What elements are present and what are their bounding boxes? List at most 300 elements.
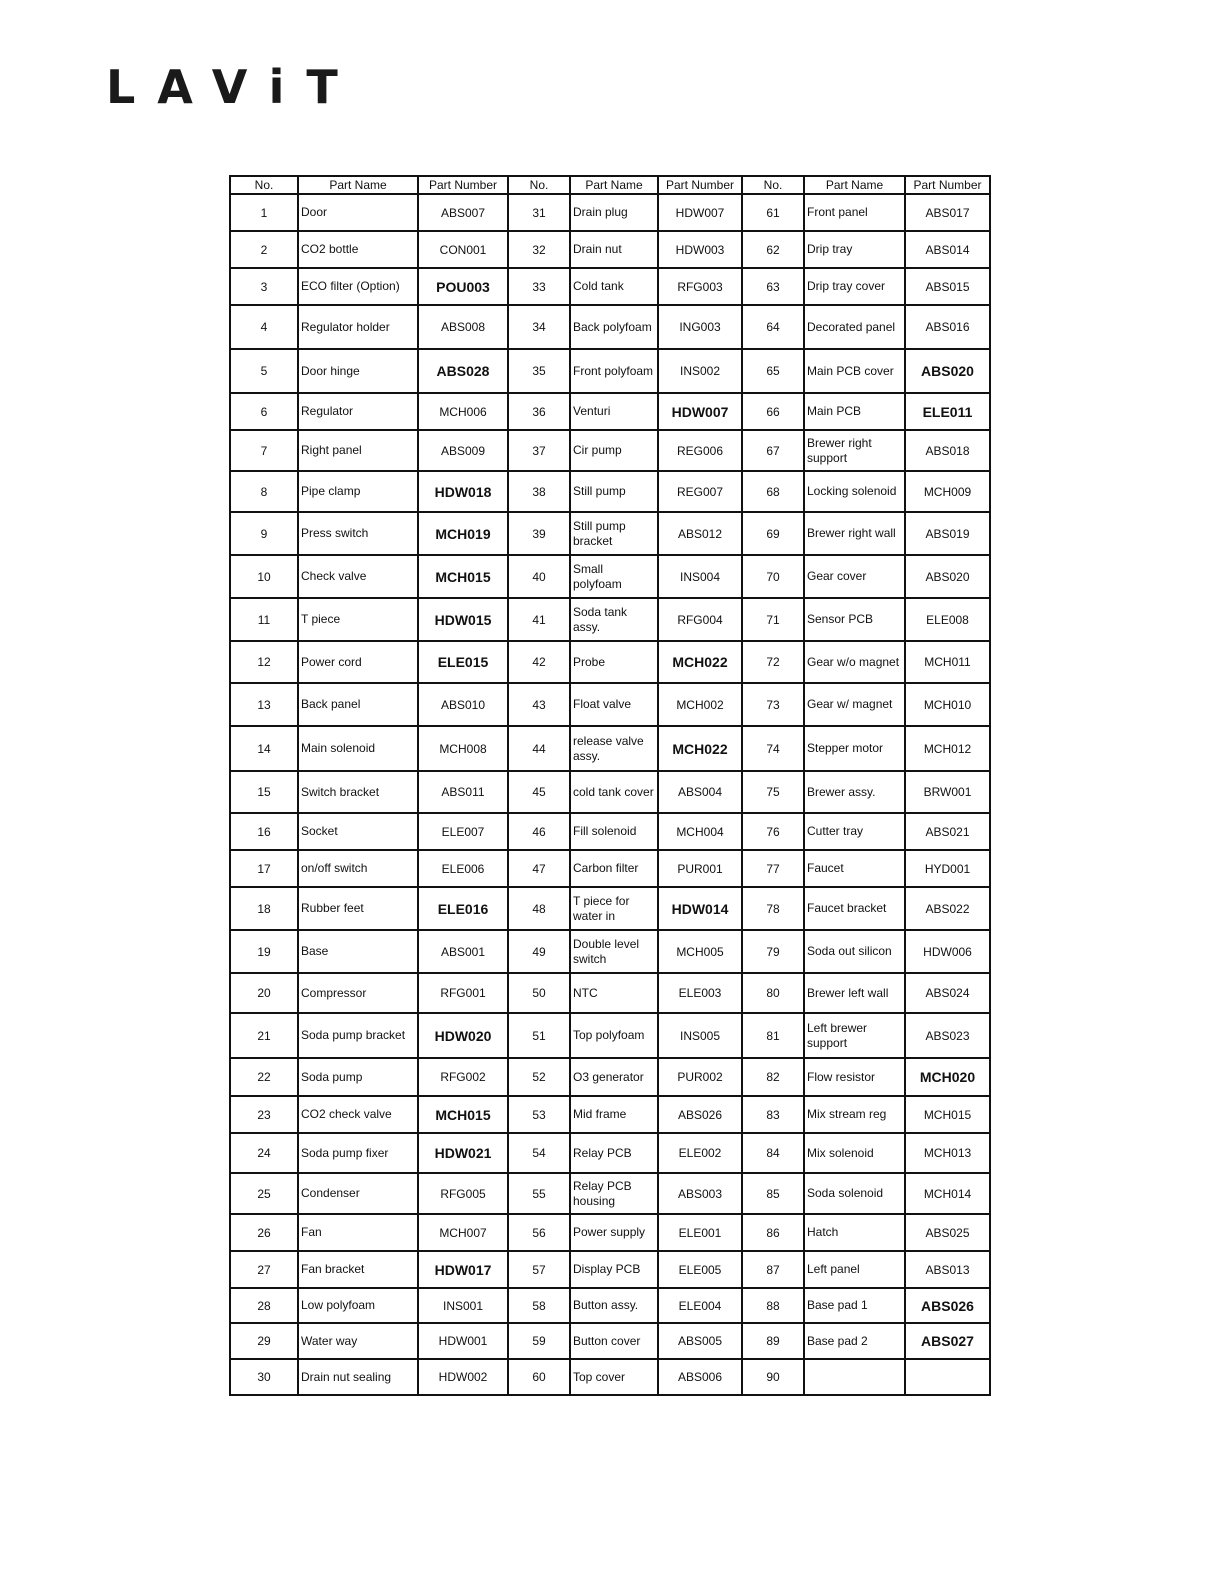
cell-no: 11 bbox=[230, 598, 298, 641]
cell-no: 84 bbox=[742, 1133, 804, 1173]
cell-part-name: CO2 bottle bbox=[298, 231, 418, 268]
header-no: No. bbox=[230, 176, 298, 194]
cell-part-name: Drip tray cover bbox=[804, 268, 905, 305]
table-row bbox=[230, 598, 990, 641]
cell-part-number: ABS018 bbox=[905, 430, 990, 471]
cell-part-name: Mix solenoid bbox=[804, 1133, 905, 1173]
cell-part-number: MCH010 bbox=[905, 683, 990, 726]
cell-no: 86 bbox=[742, 1214, 804, 1251]
table-row bbox=[230, 683, 990, 726]
cell-part-number: HDW007 bbox=[658, 393, 742, 430]
cell-part-name: Brewer right wall bbox=[804, 512, 905, 555]
cell-no: 29 bbox=[230, 1323, 298, 1359]
cell-no: 54 bbox=[508, 1133, 570, 1173]
cell-part-name: Drain nut sealing bbox=[298, 1359, 418, 1395]
cell-part-name: Left brewer support bbox=[804, 1013, 905, 1058]
cell-no: 20 bbox=[230, 973, 298, 1013]
cell-part-name: Right panel bbox=[298, 430, 418, 471]
cell-part-number: ABS025 bbox=[905, 1214, 990, 1251]
cell-no: 34 bbox=[508, 305, 570, 349]
cell-part-number: MCH015 bbox=[418, 555, 508, 598]
cell-part-number: ABS020 bbox=[905, 555, 990, 598]
cell-part-number: HDW020 bbox=[418, 1013, 508, 1058]
cell-part-name: Brewer right support bbox=[804, 430, 905, 471]
cell-no: 8 bbox=[230, 471, 298, 512]
cell-part-number: ABS006 bbox=[658, 1359, 742, 1395]
cell-part-number: ABS016 bbox=[905, 305, 990, 349]
cell-no: 1 bbox=[230, 194, 298, 231]
cell-part-number: MCH011 bbox=[905, 641, 990, 683]
cell-no: 45 bbox=[508, 771, 570, 813]
cell-no: 12 bbox=[230, 641, 298, 683]
table-row bbox=[230, 641, 990, 683]
cell-no: 72 bbox=[742, 641, 804, 683]
cell-no: 65 bbox=[742, 349, 804, 393]
cell-part-name: Stepper motor bbox=[804, 726, 905, 771]
cell-part-number: MCH015 bbox=[905, 1096, 990, 1133]
cell-no: 42 bbox=[508, 641, 570, 683]
cell-part-name: Top cover bbox=[570, 1359, 658, 1395]
parts-table-body bbox=[230, 194, 990, 1395]
cell-part-name: Regulator holder bbox=[298, 305, 418, 349]
table-row bbox=[230, 1173, 990, 1214]
cell-part-number: HDW001 bbox=[418, 1323, 508, 1359]
cell-part-name: Base pad 2 bbox=[804, 1323, 905, 1359]
cell-part-name: Fan bracket bbox=[298, 1251, 418, 1288]
cell-no: 85 bbox=[742, 1173, 804, 1214]
cell-part-number: RFG004 bbox=[658, 598, 742, 641]
cell-no: 19 bbox=[230, 930, 298, 973]
cell-part-name: Condenser bbox=[298, 1173, 418, 1214]
cell-no: 27 bbox=[230, 1251, 298, 1288]
cell-part-name: Pipe clamp bbox=[298, 471, 418, 512]
cell-no: 53 bbox=[508, 1096, 570, 1133]
cell-part-number: MCH006 bbox=[418, 393, 508, 430]
cell-part-name: ECO filter (Option) bbox=[298, 268, 418, 305]
table-row bbox=[230, 1096, 990, 1133]
cell-part-number: ABS007 bbox=[418, 194, 508, 231]
cell-no: 22 bbox=[230, 1058, 298, 1096]
cell-part-name: Flow resistor bbox=[804, 1058, 905, 1096]
cell-part-name: Fill solenoid bbox=[570, 813, 658, 850]
cell-part-name: Door hinge bbox=[298, 349, 418, 393]
cell-part-name: Regulator bbox=[298, 393, 418, 430]
cell-no: 3 bbox=[230, 268, 298, 305]
cell-part-number: ABS023 bbox=[905, 1013, 990, 1058]
cell-no: 28 bbox=[230, 1288, 298, 1323]
cell-part-number: CON001 bbox=[418, 231, 508, 268]
cell-no: 77 bbox=[742, 850, 804, 887]
cell-no: 2 bbox=[230, 231, 298, 268]
cell-no: 37 bbox=[508, 430, 570, 471]
cell-part-number bbox=[905, 1359, 990, 1395]
cell-part-number: ABS012 bbox=[658, 512, 742, 555]
cell-no: 4 bbox=[230, 305, 298, 349]
table-row bbox=[230, 430, 990, 471]
cell-no: 46 bbox=[508, 813, 570, 850]
cell-part-number: INS004 bbox=[658, 555, 742, 598]
cell-part-name: CO2 check valve bbox=[298, 1096, 418, 1133]
cell-no: 58 bbox=[508, 1288, 570, 1323]
table-row bbox=[230, 1133, 990, 1173]
cell-part-number: ING003 bbox=[658, 305, 742, 349]
cell-part-number: ABS009 bbox=[418, 430, 508, 471]
cell-part-number: MCH022 bbox=[658, 726, 742, 771]
cell-no: 59 bbox=[508, 1323, 570, 1359]
cell-part-name: Power cord bbox=[298, 641, 418, 683]
cell-part-number: HDW006 bbox=[905, 930, 990, 973]
cell-part-name: Brewer assy. bbox=[804, 771, 905, 813]
cell-no: 16 bbox=[230, 813, 298, 850]
cell-part-number: MCH022 bbox=[658, 641, 742, 683]
cell-no: 88 bbox=[742, 1288, 804, 1323]
table-row bbox=[230, 1359, 990, 1395]
cell-no: 31 bbox=[508, 194, 570, 231]
cell-part-number: ABS028 bbox=[418, 349, 508, 393]
cell-part-name: Locking solenoid bbox=[804, 471, 905, 512]
cell-no: 81 bbox=[742, 1013, 804, 1058]
cell-part-name: Soda pump bbox=[298, 1058, 418, 1096]
cell-no: 10 bbox=[230, 555, 298, 598]
cell-part-name: Sensor PCB bbox=[804, 598, 905, 641]
table-row bbox=[230, 850, 990, 887]
cell-part-name: on/off switch bbox=[298, 850, 418, 887]
table-row bbox=[230, 268, 990, 305]
cell-part-name bbox=[804, 1359, 905, 1395]
cell-part-number: ABS014 bbox=[905, 231, 990, 268]
cell-part-number: MCH013 bbox=[905, 1133, 990, 1173]
cell-no: 66 bbox=[742, 393, 804, 430]
cell-part-name: Relay PCB housing bbox=[570, 1173, 658, 1214]
cell-part-number: ELE004 bbox=[658, 1288, 742, 1323]
cell-part-number: HDW007 bbox=[658, 194, 742, 231]
cell-part-number: HDW017 bbox=[418, 1251, 508, 1288]
cell-no: 21 bbox=[230, 1013, 298, 1058]
cell-part-name: Soda pump fixer bbox=[298, 1133, 418, 1173]
cell-part-number: HDW018 bbox=[418, 471, 508, 512]
cell-part-number: ABS013 bbox=[905, 1251, 990, 1288]
table-row bbox=[230, 1058, 990, 1096]
cell-part-number: ABS026 bbox=[658, 1096, 742, 1133]
cell-part-name: Fan bbox=[298, 1214, 418, 1251]
cell-part-number: RFG005 bbox=[418, 1173, 508, 1214]
cell-part-name: Drip tray bbox=[804, 231, 905, 268]
cell-part-name: Gear cover bbox=[804, 555, 905, 598]
cell-part-number: ELE016 bbox=[418, 887, 508, 930]
cell-part-name: Display PCB bbox=[570, 1251, 658, 1288]
cell-part-number: MCH014 bbox=[905, 1173, 990, 1214]
cell-part-name: Faucet bbox=[804, 850, 905, 887]
cell-part-name: Base pad 1 bbox=[804, 1288, 905, 1323]
cell-part-number: MCH019 bbox=[418, 512, 508, 555]
cell-no: 79 bbox=[742, 930, 804, 973]
cell-part-name: T piece for water in bbox=[570, 887, 658, 930]
brand-logo: LAViT bbox=[106, 60, 360, 114]
cell-no: 50 bbox=[508, 973, 570, 1013]
cell-no: 89 bbox=[742, 1323, 804, 1359]
cell-part-number: ELE011 bbox=[905, 393, 990, 430]
cell-part-number: ABS026 bbox=[905, 1288, 990, 1323]
cell-no: 43 bbox=[508, 683, 570, 726]
cell-part-name: Low polyfoam bbox=[298, 1288, 418, 1323]
cell-no: 48 bbox=[508, 887, 570, 930]
cell-part-name: Front panel bbox=[804, 194, 905, 231]
cell-part-name: release valve assy. bbox=[570, 726, 658, 771]
cell-no: 64 bbox=[742, 305, 804, 349]
cell-part-name: O3 generator bbox=[570, 1058, 658, 1096]
table-row bbox=[230, 231, 990, 268]
cell-part-number: INS005 bbox=[658, 1013, 742, 1058]
cell-part-name: Main PCB cover bbox=[804, 349, 905, 393]
cell-part-number: ABS003 bbox=[658, 1173, 742, 1214]
cell-part-number: HDW021 bbox=[418, 1133, 508, 1173]
cell-part-name: Back polyfoam bbox=[570, 305, 658, 349]
cell-no: 26 bbox=[230, 1214, 298, 1251]
cell-part-name: Drain plug bbox=[570, 194, 658, 231]
cell-no: 57 bbox=[508, 1251, 570, 1288]
cell-part-number: ABS024 bbox=[905, 973, 990, 1013]
table-row bbox=[230, 393, 990, 430]
cell-part-number: ELE007 bbox=[418, 813, 508, 850]
cell-part-name: Door bbox=[298, 194, 418, 231]
cell-part-name: Still pump bbox=[570, 471, 658, 512]
cell-part-name: Press switch bbox=[298, 512, 418, 555]
cell-no: 62 bbox=[742, 231, 804, 268]
cell-part-name: Water way bbox=[298, 1323, 418, 1359]
cell-no: 61 bbox=[742, 194, 804, 231]
cell-part-name: Soda tank assy. bbox=[570, 598, 658, 641]
cell-part-number: ABS022 bbox=[905, 887, 990, 930]
table-row bbox=[230, 512, 990, 555]
cell-part-number: MCH002 bbox=[658, 683, 742, 726]
cell-no: 30 bbox=[230, 1359, 298, 1395]
header-part-number: Part Number bbox=[905, 176, 990, 194]
cell-no: 44 bbox=[508, 726, 570, 771]
cell-no: 15 bbox=[230, 771, 298, 813]
header-part-name: Part Name bbox=[804, 176, 905, 194]
cell-part-number: MCH015 bbox=[418, 1096, 508, 1133]
cell-no: 63 bbox=[742, 268, 804, 305]
cell-part-number: INS001 bbox=[418, 1288, 508, 1323]
cell-no: 6 bbox=[230, 393, 298, 430]
table-row bbox=[230, 1251, 990, 1288]
cell-part-name: Venturi bbox=[570, 393, 658, 430]
cell-part-name: Drain nut bbox=[570, 231, 658, 268]
cell-no: 56 bbox=[508, 1214, 570, 1251]
table-row bbox=[230, 813, 990, 850]
cell-part-number: POU003 bbox=[418, 268, 508, 305]
cell-part-number: ABS008 bbox=[418, 305, 508, 349]
cell-part-number: HDW014 bbox=[658, 887, 742, 930]
table-row bbox=[230, 726, 990, 771]
cell-part-name: Soda solenoid bbox=[804, 1173, 905, 1214]
cell-no: 68 bbox=[742, 471, 804, 512]
table-row bbox=[230, 930, 990, 973]
cell-part-number: ABS010 bbox=[418, 683, 508, 726]
cell-no: 70 bbox=[742, 555, 804, 598]
cell-no: 51 bbox=[508, 1013, 570, 1058]
cell-part-name: Compressor bbox=[298, 973, 418, 1013]
cell-no: 83 bbox=[742, 1096, 804, 1133]
cell-part-name: Top polyfoam bbox=[570, 1013, 658, 1058]
cell-no: 33 bbox=[508, 268, 570, 305]
cell-part-number: MCH012 bbox=[905, 726, 990, 771]
cell-no: 32 bbox=[508, 231, 570, 268]
cell-part-name: cold tank cover bbox=[570, 771, 658, 813]
cell-part-name: Mix stream reg bbox=[804, 1096, 905, 1133]
cell-no: 23 bbox=[230, 1096, 298, 1133]
cell-part-number: ABS011 bbox=[418, 771, 508, 813]
cell-no: 73 bbox=[742, 683, 804, 726]
cell-no: 47 bbox=[508, 850, 570, 887]
cell-no: 36 bbox=[508, 393, 570, 430]
cell-part-number: ABS027 bbox=[905, 1323, 990, 1359]
header-part-name: Part Name bbox=[298, 176, 418, 194]
cell-part-name: Mid frame bbox=[570, 1096, 658, 1133]
cell-part-name: Small polyfoam bbox=[570, 555, 658, 598]
table-row bbox=[230, 349, 990, 393]
cell-part-number: ABS004 bbox=[658, 771, 742, 813]
cell-no: 13 bbox=[230, 683, 298, 726]
table-row bbox=[230, 973, 990, 1013]
cell-no: 18 bbox=[230, 887, 298, 930]
table-header-row bbox=[230, 176, 990, 194]
header-part-number: Part Number bbox=[658, 176, 742, 194]
cell-part-name: Cutter tray bbox=[804, 813, 905, 850]
cell-part-name: Power supply bbox=[570, 1214, 658, 1251]
cell-no: 35 bbox=[508, 349, 570, 393]
cell-no: 14 bbox=[230, 726, 298, 771]
cell-part-number: MCH005 bbox=[658, 930, 742, 973]
cell-part-number: BRW001 bbox=[905, 771, 990, 813]
header-part-number: Part Number bbox=[418, 176, 508, 194]
cell-part-name: Main solenoid bbox=[298, 726, 418, 771]
cell-part-number: RFG002 bbox=[418, 1058, 508, 1096]
table-row bbox=[230, 1214, 990, 1251]
cell-no: 24 bbox=[230, 1133, 298, 1173]
cell-no: 80 bbox=[742, 973, 804, 1013]
cell-no: 49 bbox=[508, 930, 570, 973]
cell-no: 7 bbox=[230, 430, 298, 471]
cell-no: 82 bbox=[742, 1058, 804, 1096]
cell-no: 5 bbox=[230, 349, 298, 393]
cell-part-name: Base bbox=[298, 930, 418, 973]
cell-no: 41 bbox=[508, 598, 570, 641]
cell-part-name: Hatch bbox=[804, 1214, 905, 1251]
cell-part-number: ABS021 bbox=[905, 813, 990, 850]
cell-no: 78 bbox=[742, 887, 804, 930]
table-row bbox=[230, 1288, 990, 1323]
cell-part-number: ELE002 bbox=[658, 1133, 742, 1173]
cell-part-name: Decorated panel bbox=[804, 305, 905, 349]
header-no: No. bbox=[508, 176, 570, 194]
cell-part-number: HDW003 bbox=[658, 231, 742, 268]
cell-no: 39 bbox=[508, 512, 570, 555]
table-row bbox=[230, 1323, 990, 1359]
cell-part-number: PUR001 bbox=[658, 850, 742, 887]
cell-part-number: REG007 bbox=[658, 471, 742, 512]
cell-no: 60 bbox=[508, 1359, 570, 1395]
cell-no: 17 bbox=[230, 850, 298, 887]
cell-no: 52 bbox=[508, 1058, 570, 1096]
cell-no: 87 bbox=[742, 1251, 804, 1288]
cell-no: 69 bbox=[742, 512, 804, 555]
cell-part-name: Left panel bbox=[804, 1251, 905, 1288]
cell-part-number: ABS017 bbox=[905, 194, 990, 231]
cell-part-name: Brewer left wall bbox=[804, 973, 905, 1013]
cell-part-name: Cold tank bbox=[570, 268, 658, 305]
cell-no: 55 bbox=[508, 1173, 570, 1214]
cell-part-number: RFG001 bbox=[418, 973, 508, 1013]
cell-part-name: Relay PCB bbox=[570, 1133, 658, 1173]
table-row bbox=[230, 471, 990, 512]
table-row bbox=[230, 771, 990, 813]
cell-no: 75 bbox=[742, 771, 804, 813]
header-part-name: Part Name bbox=[570, 176, 658, 194]
cell-part-name: Probe bbox=[570, 641, 658, 683]
cell-part-name: Gear w/ magnet bbox=[804, 683, 905, 726]
cell-part-name: Rubber feet bbox=[298, 887, 418, 930]
cell-part-number: RFG003 bbox=[658, 268, 742, 305]
cell-part-number: ELE003 bbox=[658, 973, 742, 1013]
cell-no: 74 bbox=[742, 726, 804, 771]
cell-part-name: Carbon filter bbox=[570, 850, 658, 887]
cell-part-name: Faucet bracket bbox=[804, 887, 905, 930]
header-no: No. bbox=[742, 176, 804, 194]
cell-part-name: Still pump bracket bbox=[570, 512, 658, 555]
cell-no: 25 bbox=[230, 1173, 298, 1214]
cell-part-name: Back panel bbox=[298, 683, 418, 726]
cell-part-number: MCH004 bbox=[658, 813, 742, 850]
cell-part-number: MCH009 bbox=[905, 471, 990, 512]
cell-part-number: ELE006 bbox=[418, 850, 508, 887]
cell-part-number: HDW015 bbox=[418, 598, 508, 641]
cell-part-number: PUR002 bbox=[658, 1058, 742, 1096]
cell-part-name: Socket bbox=[298, 813, 418, 850]
cell-no: 90 bbox=[742, 1359, 804, 1395]
cell-part-name: Cir pump bbox=[570, 430, 658, 471]
cell-part-number: HDW002 bbox=[418, 1359, 508, 1395]
cell-part-name: Button cover bbox=[570, 1323, 658, 1359]
cell-part-number: MCH020 bbox=[905, 1058, 990, 1096]
table-row bbox=[230, 194, 990, 231]
cell-part-number: REG006 bbox=[658, 430, 742, 471]
cell-part-name: Switch bracket bbox=[298, 771, 418, 813]
cell-part-number: INS002 bbox=[658, 349, 742, 393]
cell-part-name: Gear w/o magnet bbox=[804, 641, 905, 683]
cell-part-name: T piece bbox=[298, 598, 418, 641]
cell-part-name: Button assy. bbox=[570, 1288, 658, 1323]
cell-no: 40 bbox=[508, 555, 570, 598]
table-row bbox=[230, 555, 990, 598]
cell-part-number: ELE001 bbox=[658, 1214, 742, 1251]
cell-part-number: ELE015 bbox=[418, 641, 508, 683]
table-row bbox=[230, 305, 990, 349]
cell-no: 67 bbox=[742, 430, 804, 471]
cell-part-number: ABS001 bbox=[418, 930, 508, 973]
cell-no: 38 bbox=[508, 471, 570, 512]
cell-part-number: ABS020 bbox=[905, 349, 990, 393]
cell-part-number: ELE008 bbox=[905, 598, 990, 641]
cell-part-number: MCH008 bbox=[418, 726, 508, 771]
parts-table bbox=[229, 175, 991, 1396]
cell-part-name: Double level switch bbox=[570, 930, 658, 973]
cell-part-name: Soda out silicon bbox=[804, 930, 905, 973]
cell-part-name: Main PCB bbox=[804, 393, 905, 430]
cell-part-name: Soda pump bracket bbox=[298, 1013, 418, 1058]
cell-part-name: Float valve bbox=[570, 683, 658, 726]
cell-no: 9 bbox=[230, 512, 298, 555]
